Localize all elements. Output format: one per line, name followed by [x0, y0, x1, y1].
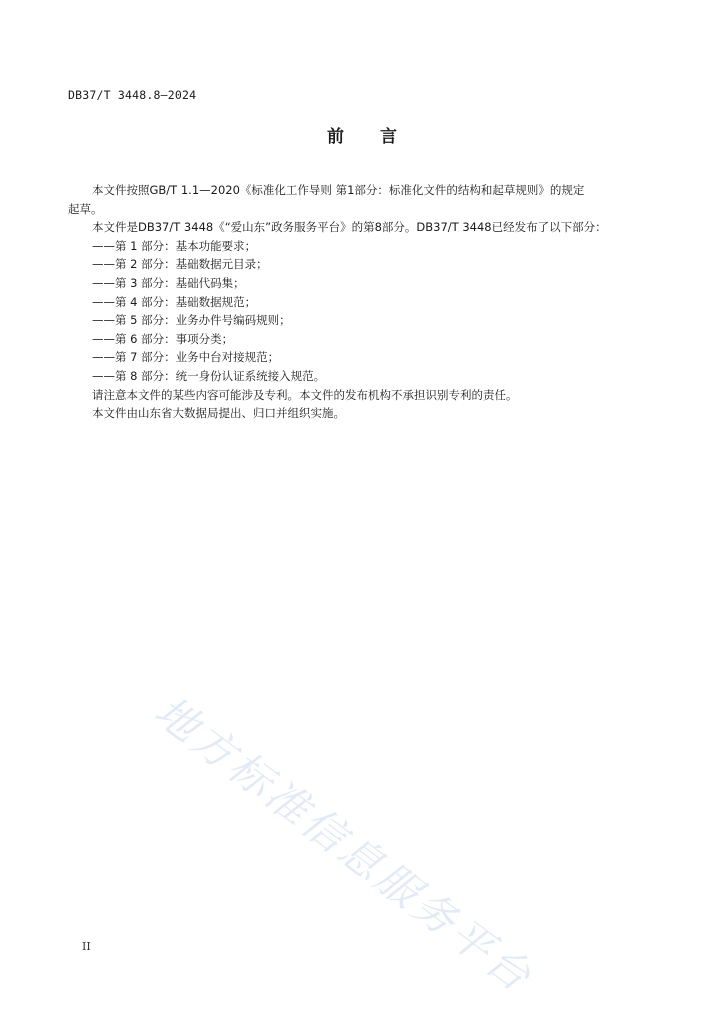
document-code: DB37/T 3448.8—2024 [68, 88, 197, 102]
list-item: ——第 6 部分：事项分类； [92, 331, 234, 346]
page-title: 前言 [327, 127, 433, 147]
watermark: 地方标准信息服务平台 [145, 686, 543, 1003]
paragraph-proposer: 本文件由山东省大数据局提出、归口并组织实施。 [92, 406, 345, 421]
paragraph-patent-notice: 请注意本文件的某些内容可能涉及专利。本文件的发布机构不承担识别专利的责任。 [92, 387, 518, 402]
parts-list [68, 237, 648, 386]
list-item: ——第 8 部分：统一身份认证系统接入规范。 [92, 368, 326, 383]
list-item: ——第 7 部分：业务中台对接规范； [92, 350, 280, 365]
list-item: ——第 2 部分：基础数据元目录； [92, 257, 268, 272]
list-item: ——第 5 部分：业务办件号编码规则； [92, 313, 291, 328]
paragraph-drafting-rules-line1: 本文件按照GB/T 1.1—2020《标准化工作导则 第1部分：标准化文件的结构和起草规则》的规定 [92, 183, 585, 197]
paragraph-series-intro: 本文件是DB37/T 3448《“爱山东”政务服务平台》的第8部分。DB37/T 3448已经发布了以下部分： [92, 220, 607, 235]
list-item: ——第 1 部分：基本功能要求； [92, 238, 257, 253]
list-item: ——第 3 部分：基础代码集； [92, 275, 245, 290]
foreword-body [68, 181, 648, 423]
paragraph-drafting-rules-line2: 起草。 [68, 201, 103, 216]
page-number: II [82, 940, 91, 953]
list-item: ——第 4 部分：基础数据规范； [92, 294, 257, 309]
